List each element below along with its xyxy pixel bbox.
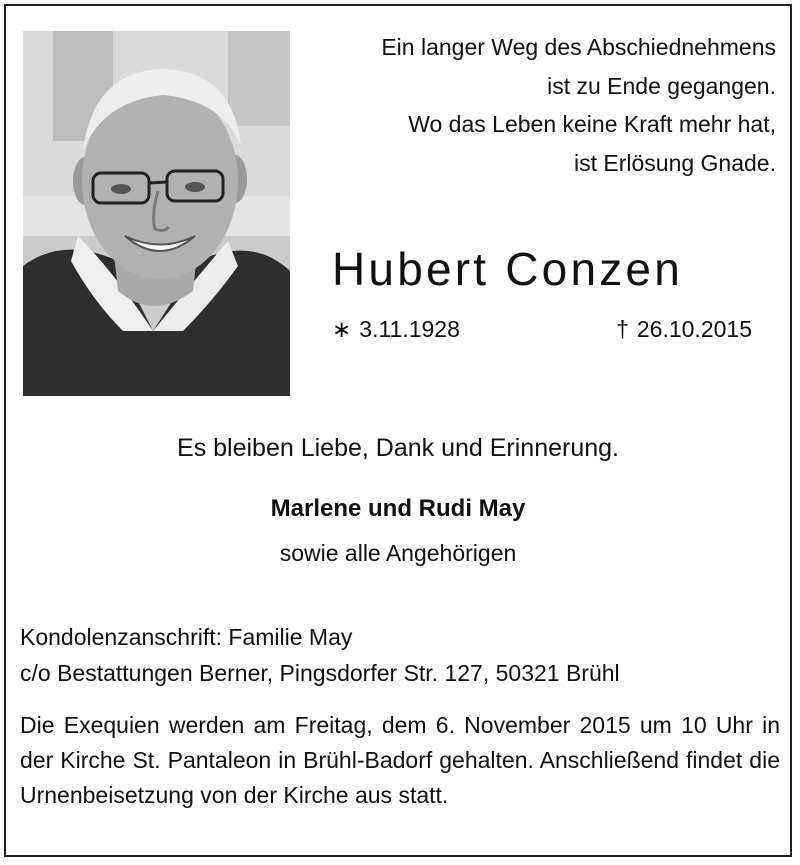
portrait-photo xyxy=(23,31,290,396)
funeral-notice: Die Exequien werden am Freitag, dem 6. November 2015 um 10 Uhr in der Kirche St. Pantaleon in Brühl-Badorf gehalten. Anschließend findet die Urnenbeisetzung von der Kirche aus statt. xyxy=(20,712,780,808)
condolence-address xyxy=(20,619,620,691)
farewell-verse xyxy=(306,28,776,182)
verse-line: ist Erlösung Gnade. xyxy=(573,149,776,176)
death-date-group xyxy=(616,316,752,343)
birth-date: 3.11.1928 xyxy=(359,316,460,342)
birth-date-group xyxy=(332,316,460,343)
memorial-tagline: Es bleiben Liebe, Dank und Erinnerung. xyxy=(177,434,619,462)
deceased-name: Hubert Conzen xyxy=(332,243,683,295)
condolence-line: Kondolenzanschrift: Familie May xyxy=(20,624,353,650)
obituary-card xyxy=(4,4,792,857)
verse-line: ist zu Ende gegangen. xyxy=(547,72,776,99)
asterisk-icon: ∗ xyxy=(332,316,352,342)
cross-icon: † xyxy=(616,316,629,342)
death-date: 26.10.2015 xyxy=(636,316,752,342)
verse-line: Ein langer Weg des Abschiednehmens xyxy=(381,34,776,60)
verse-line: Wo das Leben keine Kraft mehr hat, xyxy=(408,111,776,137)
mourner-relatives: sowie alle Angehörigen xyxy=(279,540,517,566)
condolence-line: c/o Bestattungen Berner, Pingsdorfer Str. 127, 50321 Brühl xyxy=(20,660,620,686)
mourner-family: Marlene und Rudi May xyxy=(270,495,526,522)
